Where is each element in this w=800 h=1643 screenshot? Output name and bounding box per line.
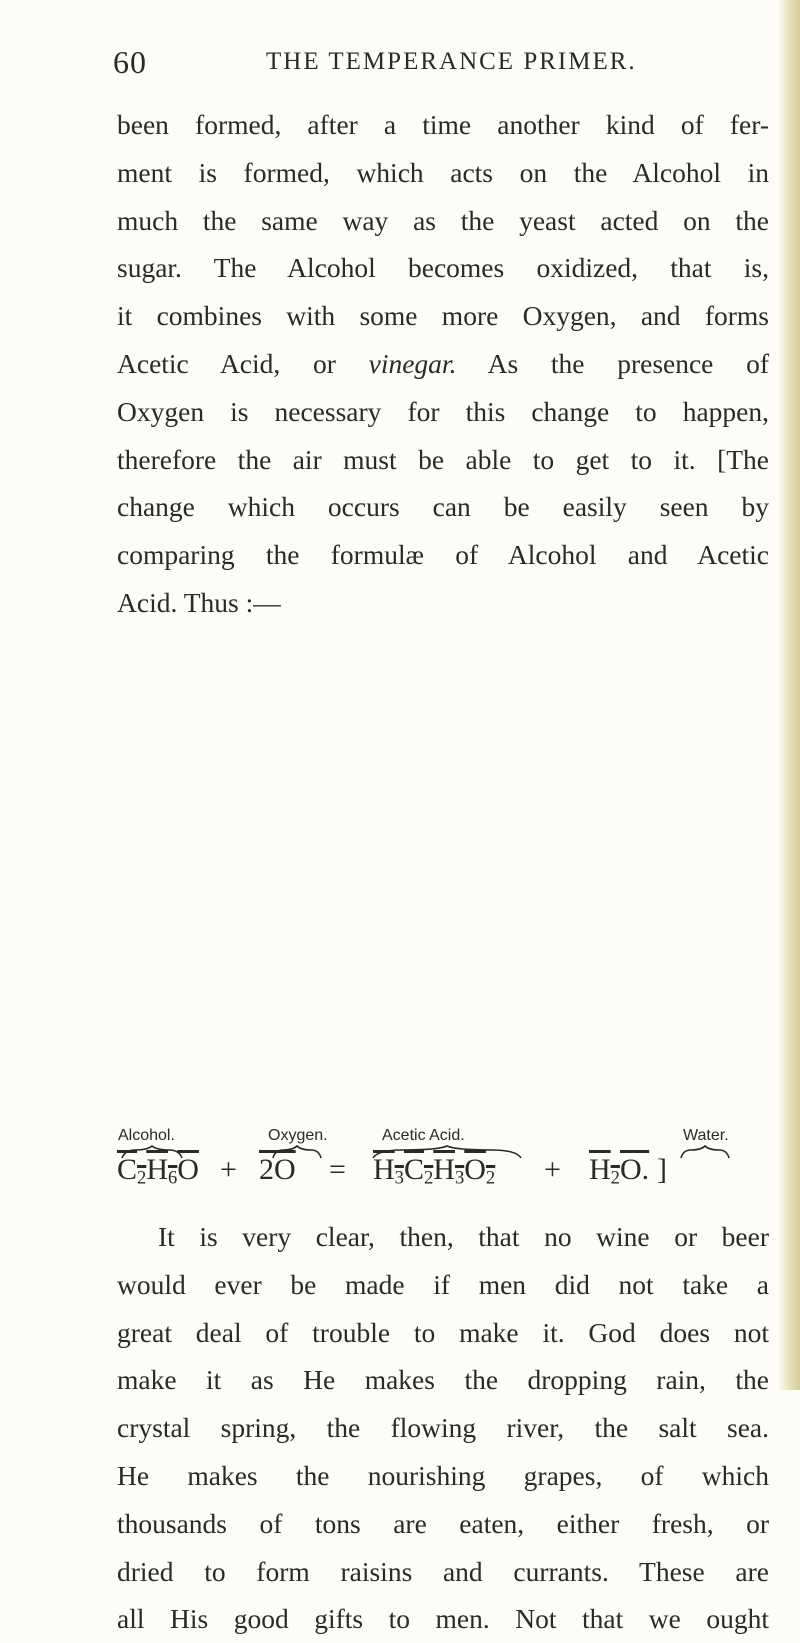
element-symbol: C: [117, 1153, 138, 1186]
label-alcohol: Alcohol.: [118, 1127, 175, 1144]
element-symbol: H: [433, 1153, 455, 1186]
page-edge-shadow: [778, 0, 800, 1390]
element-symbol: O: [177, 1153, 199, 1186]
text-line: change which occurs can be easily seen by: [117, 491, 769, 523]
text-line: make it as He makes the dropping rain, the: [117, 1364, 769, 1396]
paragraph-1: [117, 101, 769, 627]
formula-alcohol: [117, 1153, 199, 1187]
subscript: 2: [610, 1167, 620, 1189]
italic-term: vinegar.: [368, 347, 457, 379]
subscript: 2: [137, 1167, 147, 1189]
element-symbol: H: [146, 1153, 168, 1186]
label-water: Water.: [683, 1127, 729, 1144]
element-symbol: C: [403, 1153, 424, 1186]
formula-water: [589, 1153, 649, 1187]
text-run: Acetic Acid, or: [117, 347, 369, 379]
plus-sign: +: [544, 1153, 561, 1186]
text-line: sugar. The Alcohol becomes oxidized, that is,: [117, 252, 769, 284]
element-symbol: O: [464, 1153, 486, 1186]
page-header: [0, 44, 800, 80]
formula-acetic-acid: [373, 1153, 495, 1187]
running-title: THE TEMPERANCE PRIMER.: [266, 48, 637, 75]
closing-bracket: ]: [657, 1153, 667, 1186]
text-line: crystal spring, the flowing river, the salt sea.: [117, 1412, 769, 1444]
text-line: been formed, after a time another kind of fer-: [117, 109, 769, 140]
chemical-equation: [117, 1127, 769, 1197]
text-line: thousands of tons are eaten, either fresh, or: [117, 1507, 769, 1539]
text-line: comparing the formulæ of Alcohol and Acetic: [117, 539, 769, 571]
label-acetic-acid: Acetic Acid.: [382, 1127, 465, 1144]
element-symbol: H: [373, 1153, 395, 1186]
text-line: Oxygen is necessary for this change to happen,: [117, 395, 769, 427]
element-symbol: O.: [619, 1153, 650, 1186]
subscript: 6: [167, 1167, 178, 1189]
element-symbol: H: [589, 1153, 611, 1186]
paragraph-2: [117, 1213, 769, 1643]
text-line: all His good gifts to men. Not that we ought: [117, 1603, 769, 1635]
formula-oxygen: 2O: [259, 1153, 296, 1186]
text-line: Acid. Thus :—: [117, 586, 281, 618]
text-run: As the presence of: [456, 347, 770, 379]
text-line: [117, 340, 769, 388]
label-oxygen: Oxygen.: [268, 1127, 328, 1144]
text-line: would ever be made if men did not take a: [117, 1268, 769, 1300]
text-line: It is very clear, then, that no wine or beer: [158, 1221, 769, 1252]
text-line: it combines with some more Oxygen, and forms: [117, 300, 769, 332]
equals-sign: =: [329, 1153, 346, 1186]
text-line: ment is formed, which acts on the Alcohol in: [117, 156, 769, 188]
subscript: 2: [485, 1167, 496, 1189]
page-number: 60: [113, 44, 147, 80]
subscript: 3: [394, 1167, 404, 1189]
text-line: dried to form raisins and currants. These are: [117, 1555, 769, 1587]
plus-sign: +: [220, 1153, 237, 1186]
text-line: much the same way as the yeast acted on the: [117, 204, 769, 236]
text-line: great deal of trouble to make it. God does not: [117, 1316, 769, 1348]
text-line: therefore the air must be able to get to it. [The: [117, 443, 769, 475]
subscript: 2: [423, 1167, 434, 1189]
brace-water: [680, 1145, 730, 1159]
text-line: He makes the nourishing grapes, of which: [117, 1459, 769, 1491]
subscript: 3: [454, 1167, 465, 1189]
